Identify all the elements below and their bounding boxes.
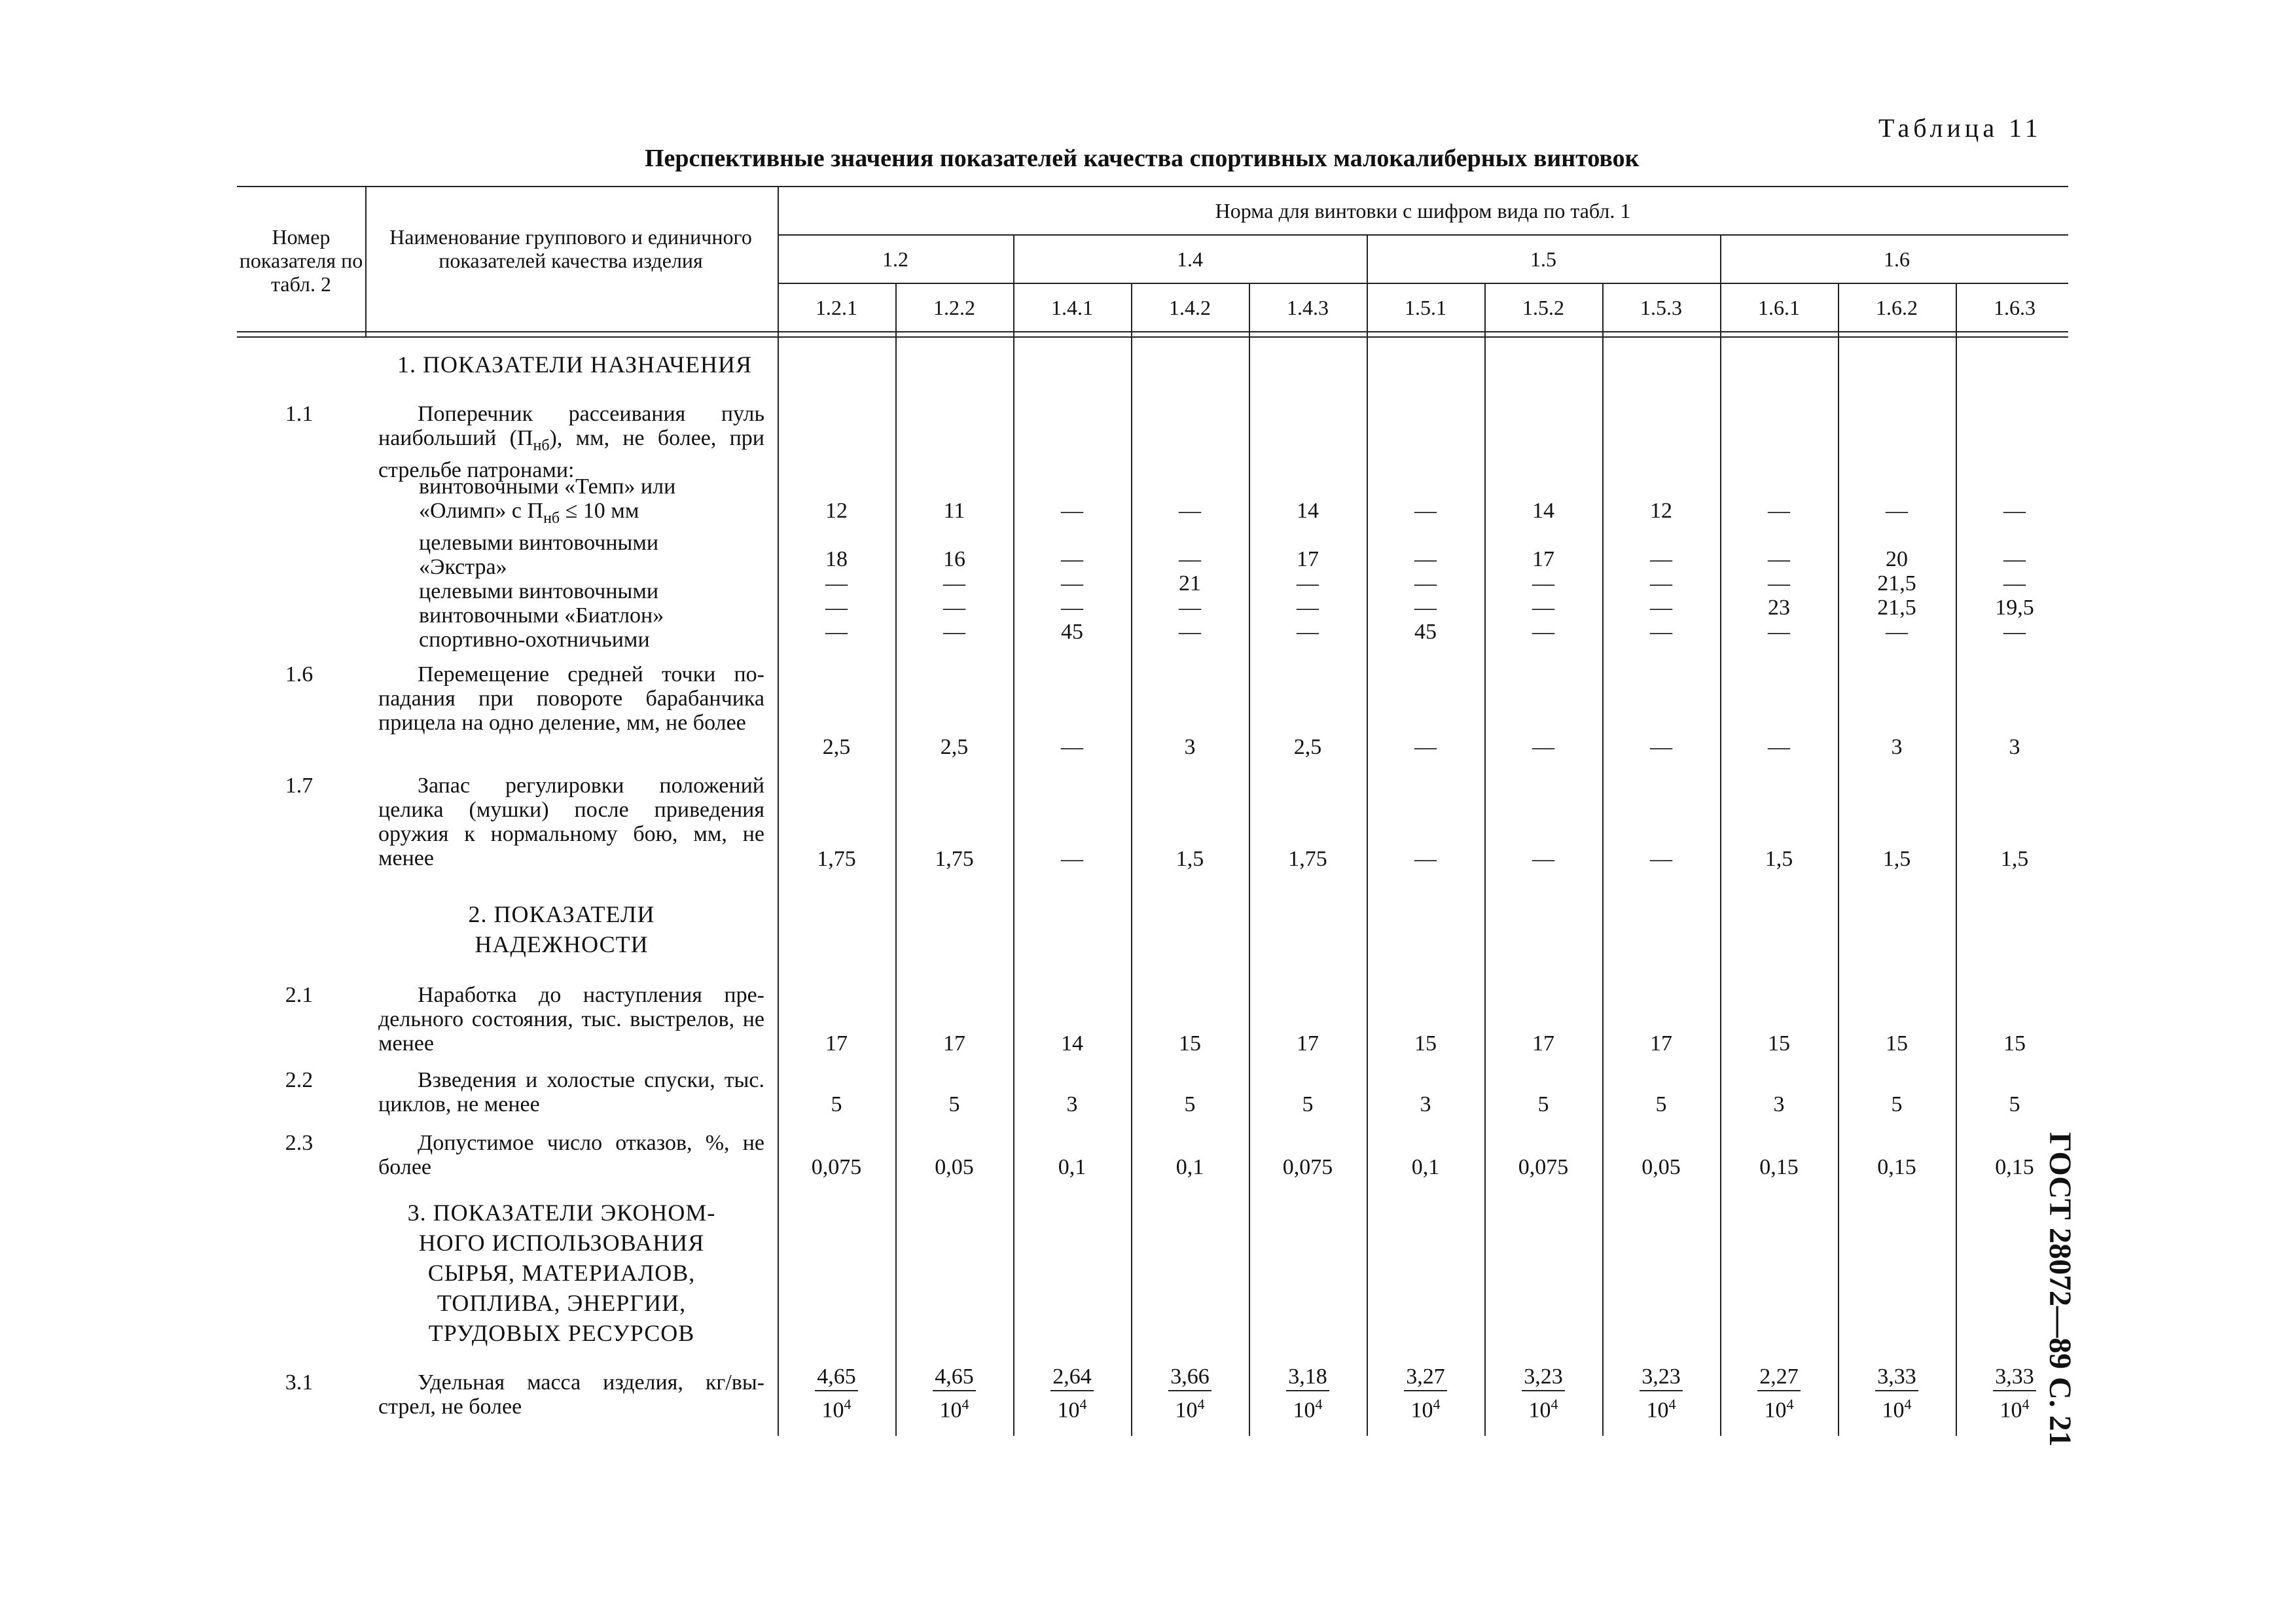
table-cell: 21,5 xyxy=(1877,596,1916,620)
table-cell: — xyxy=(1532,847,1554,871)
table-cell: — xyxy=(1532,571,1554,596)
header-rifle-code: 1.2.1 xyxy=(816,296,857,319)
table-cell: 0,075 xyxy=(811,1155,862,1179)
table-cell: 5 xyxy=(1184,1092,1196,1116)
row-sub-descriptions: винтовочными «Темп» или «Олимп» с $П_{нб} \le 10$ мм целевыми винтовочными «Экстра» целевыми винтовочными винтовочными «Биатлон» спортивно-охотничьими xyxy=(419,474,676,652)
fraction-numerator: 2,64 xyxy=(1050,1364,1094,1391)
table-cell: 1,5 xyxy=(1882,847,1911,871)
fraction-numerator: 3,33 xyxy=(1993,1364,2036,1391)
table-cell: — xyxy=(1650,847,1672,871)
table-cell: — xyxy=(1061,571,1083,596)
fraction-denominator: $10^4$ xyxy=(1882,1396,1912,1423)
table-cell: — xyxy=(1297,596,1319,620)
fraction-denominator: $10^4$ xyxy=(939,1396,969,1423)
table-cell: 3 xyxy=(1773,1092,1785,1116)
table-cell: 14 xyxy=(1532,499,1554,523)
table-cell: 5 xyxy=(1891,1092,1903,1116)
table-cell: — xyxy=(1297,571,1319,596)
row-description: Перемещение средней точки по-падания при повороте барабанчика прицела на одно деление, мм, не более xyxy=(378,662,764,735)
table-cell: 19,5 xyxy=(1995,596,2034,620)
row-number: 2.3 xyxy=(285,1131,314,1155)
table-cell: — xyxy=(943,571,965,596)
fraction-value xyxy=(895,1364,1013,1423)
table-cell: 45 xyxy=(1414,620,1437,644)
table-cell: 1,5 xyxy=(2000,847,2029,871)
table-cell: — xyxy=(1650,547,1672,571)
fraction-value xyxy=(1602,1364,1720,1423)
table-cell: 5 xyxy=(2009,1092,2020,1116)
fraction-numerator: 3,66 xyxy=(1168,1364,1211,1391)
table-cell: — xyxy=(1768,735,1790,759)
table-cell: — xyxy=(1532,620,1554,644)
header-rule-norm xyxy=(778,234,2068,236)
fraction-denominator: $10^4$ xyxy=(1293,1396,1323,1423)
header-bottom-rule-1 xyxy=(237,331,2068,332)
table-cell: 15 xyxy=(1179,1031,1201,1056)
table-cell: 0,075 xyxy=(1282,1155,1333,1179)
table-cell: 1,75 xyxy=(1288,847,1327,871)
table-cell: 18 xyxy=(825,547,848,571)
table-cell: 1,5 xyxy=(1765,847,1793,871)
table-cell: 3 xyxy=(1891,735,1903,759)
header-rifle-code: 1.6.3 xyxy=(1994,296,2036,319)
col-divider-1 xyxy=(365,186,367,338)
fraction-numerator: 3,18 xyxy=(1286,1364,1329,1391)
row-description: Взведения и холостые спуски, тыс. циклов, не менее xyxy=(378,1068,764,1116)
header-col-name: Наименование группового и единичного показателей качества изделия xyxy=(389,225,752,272)
col-divider xyxy=(1720,234,1721,1436)
table-cell: — xyxy=(825,596,848,620)
fraction-numerator: 3,23 xyxy=(1640,1364,1683,1391)
fraction-denominator: $10^4$ xyxy=(821,1396,852,1423)
fraction-value xyxy=(778,1364,895,1423)
fraction-numerator: 4,65 xyxy=(815,1364,858,1391)
table-cell: 17 xyxy=(1532,1031,1554,1056)
table-cell: — xyxy=(1768,571,1790,596)
row-number: 2.2 xyxy=(285,1068,314,1092)
table-cell: 0,15 xyxy=(1877,1155,1916,1179)
table-cell: 0,1 xyxy=(1058,1155,1086,1179)
table-cell: 1,5 xyxy=(1175,847,1204,871)
header-col-number: Номер показателя по табл. 2 xyxy=(239,225,363,296)
table-cell: 12 xyxy=(825,499,848,523)
row-number: 2.1 xyxy=(285,983,314,1007)
table-cell: — xyxy=(2003,620,2026,644)
header-bottom-rule-2 xyxy=(237,336,2068,338)
table-cell: 3 xyxy=(1420,1092,1431,1116)
table-cell: — xyxy=(1297,620,1319,644)
data-table xyxy=(237,186,2068,1436)
fraction-value xyxy=(1249,1364,1367,1423)
gost-page-label: ГОСТ 28072—89 С. 21 xyxy=(2043,1132,2077,1447)
table-cell: — xyxy=(1414,547,1437,571)
table-cell: — xyxy=(1061,499,1083,523)
table-cell: 2,5 xyxy=(940,735,969,759)
table-cell: — xyxy=(1414,596,1437,620)
table-top-rule xyxy=(237,186,2068,187)
table-number-label: Таблица 11 xyxy=(1878,113,2042,143)
row-description: Запас регулировки положений целика (мушки) после приведения оружия к нормальному бою, мм, не менее xyxy=(378,774,764,870)
table-cell: — xyxy=(1650,735,1672,759)
table-cell: 2,5 xyxy=(1293,735,1322,759)
table-cell: — xyxy=(1414,571,1437,596)
table-cell: 0,15 xyxy=(1995,1155,2034,1179)
table-cell: 15 xyxy=(1768,1031,1790,1056)
section-heading-3: 3. ПОКАЗАТЕЛИ ЭКОНОМ-НОГО ИСПОЛЬЗОВАНИЯ СЫРЬЯ, МАТЕРИАЛОВ, ТОПЛИВА, ЭНЕРГИИ, ТРУДОВЫХ РЕСУРСОВ xyxy=(407,1200,716,1346)
table-cell: — xyxy=(1179,596,1201,620)
fraction-denominator: $10^4$ xyxy=(1646,1396,1676,1423)
table-cell: — xyxy=(1768,547,1790,571)
table-cell: — xyxy=(2003,547,2026,571)
row-description: Наработка до наступления пре-дельного состояния, тыс. выстрелов, не менее xyxy=(378,983,764,1056)
row-description: Допустимое число отказов, %, не более xyxy=(378,1131,764,1179)
fraction-denominator: $10^4$ xyxy=(1175,1396,1205,1423)
table-cell: 20 xyxy=(1886,547,1908,571)
fraction-value xyxy=(1131,1364,1249,1423)
table-cell: 5 xyxy=(1655,1092,1667,1116)
header-rifle-code: 1.6.2 xyxy=(1876,296,1918,319)
table-cell: — xyxy=(825,571,848,596)
fraction-value xyxy=(1367,1364,1484,1423)
table-cell: — xyxy=(1886,620,1908,644)
col-divider xyxy=(1013,234,1014,1436)
row-number: 1.6 xyxy=(285,662,314,687)
row-number: 3.1 xyxy=(285,1370,314,1395)
col-divider xyxy=(1367,234,1368,1436)
table-cell: 3 xyxy=(1184,735,1196,759)
table-cell: 14 xyxy=(1061,1031,1083,1056)
table-cell: 3 xyxy=(1066,1092,1078,1116)
header-rifle-code: 1.5.2 xyxy=(1522,296,1564,319)
fraction-value xyxy=(1720,1364,1838,1423)
header-group-code: 1.2 xyxy=(882,247,908,271)
fraction-denominator: $10^4$ xyxy=(1528,1396,1558,1423)
table-cell: 17 xyxy=(1297,1031,1319,1056)
table-cell: — xyxy=(2003,499,2026,523)
table-cell: — xyxy=(825,620,848,644)
table-cell: 0,075 xyxy=(1518,1155,1569,1179)
fraction-value xyxy=(1013,1364,1131,1423)
table-cell: — xyxy=(1768,499,1790,523)
table-cell: 21,5 xyxy=(1877,571,1916,596)
row-description: Поперечник рассеивания пуль наибольший $(П_{нб})$, мм, не более, при стрельбе патронами: xyxy=(378,402,764,482)
table-cell: — xyxy=(1179,499,1201,523)
table-cell: — xyxy=(1650,596,1672,620)
table-cell: — xyxy=(1650,620,1672,644)
table-cell: 17 xyxy=(1650,1031,1672,1056)
table-cell: 5 xyxy=(1302,1092,1314,1116)
fraction-numerator: 3,27 xyxy=(1404,1364,1447,1391)
table-cell: — xyxy=(2003,571,2026,596)
fraction-value xyxy=(1838,1364,1956,1423)
table-cell: 15 xyxy=(2003,1031,2026,1056)
header-rifle-code: 1.2.2 xyxy=(933,296,975,319)
header-rifle-code: 1.5.1 xyxy=(1405,296,1446,319)
table-cell: 17 xyxy=(943,1031,965,1056)
fraction-numerator: 2,27 xyxy=(1757,1364,1801,1391)
table-cell: 16 xyxy=(943,547,965,571)
table-cell: — xyxy=(1061,596,1083,620)
table-cell: 0,05 xyxy=(935,1155,974,1179)
table-cell: 5 xyxy=(948,1092,960,1116)
header-rifle-code: 1.4.3 xyxy=(1287,296,1329,319)
header-rifle-code: 1.4.1 xyxy=(1051,296,1093,319)
table-cell: 0,05 xyxy=(1641,1155,1681,1179)
table-cell: — xyxy=(1061,735,1083,759)
header-rifle-code: 1.6.1 xyxy=(1758,296,1800,319)
table-cell: 45 xyxy=(1061,620,1083,644)
header-norm: Норма для винтовки с шифром вида по табл. 1 xyxy=(1215,199,1631,223)
table-cell: 17 xyxy=(825,1031,848,1056)
fraction-denominator: $10^4$ xyxy=(2000,1396,2030,1423)
header-rule-groups xyxy=(778,283,2068,284)
fraction-numerator: 3,33 xyxy=(1875,1364,1918,1391)
table-cell: — xyxy=(1650,571,1672,596)
table-cell: 11 xyxy=(943,499,965,523)
table-cell: — xyxy=(1414,735,1437,759)
table-cell: 21 xyxy=(1179,571,1201,596)
table-cell: 2,5 xyxy=(822,735,851,759)
fraction-numerator: 4,65 xyxy=(933,1364,976,1391)
table-cell: 12 xyxy=(1650,499,1672,523)
table-cell: 3 xyxy=(2009,735,2020,759)
col-divider-2 xyxy=(778,186,779,1436)
table-cell: 15 xyxy=(1414,1031,1437,1056)
table-cell: — xyxy=(1414,499,1437,523)
table-cell: — xyxy=(943,596,965,620)
table-cell: 17 xyxy=(1297,547,1319,571)
header-group-code: 1.5 xyxy=(1530,247,1556,271)
table-cell: 23 xyxy=(1768,596,1790,620)
header-group-code: 1.6 xyxy=(1884,247,1910,271)
table-cell: — xyxy=(1061,547,1083,571)
table-cell: 17 xyxy=(1532,547,1554,571)
table-cell: — xyxy=(1414,847,1437,871)
table-title: Перспективные значения показателей качества спортивных малокалиберных винтовок xyxy=(645,145,1640,172)
table-cell: 0,1 xyxy=(1411,1155,1440,1179)
table-cell: — xyxy=(1532,596,1554,620)
fraction-numerator: 3,23 xyxy=(1522,1364,1565,1391)
fraction-value xyxy=(1484,1364,1602,1423)
table-cell: — xyxy=(1061,847,1083,871)
section-heading-1: 1. ПОКАЗАТЕЛИ НАЗНАЧЕНИЯ xyxy=(397,351,752,378)
header-rifle-code: 1.5.3 xyxy=(1640,296,1682,319)
table-cell: 15 xyxy=(1886,1031,1908,1056)
table-cell: 5 xyxy=(831,1092,842,1116)
row-number: 1.1 xyxy=(285,402,314,426)
table-cell: — xyxy=(1886,499,1908,523)
table-cell: — xyxy=(1768,620,1790,644)
fraction-denominator: $10^4$ xyxy=(1764,1396,1794,1423)
table-cell: — xyxy=(1179,620,1201,644)
header-group-code: 1.4 xyxy=(1177,247,1203,271)
table-cell: — xyxy=(943,620,965,644)
fraction-value xyxy=(1956,1364,2073,1423)
row-number: 1.7 xyxy=(285,774,314,798)
table-cell: 0,1 xyxy=(1175,1155,1204,1179)
fraction-denominator: $10^4$ xyxy=(1057,1396,1087,1423)
table-cell: 5 xyxy=(1537,1092,1549,1116)
table-cell: 14 xyxy=(1297,499,1319,523)
table-cell: — xyxy=(1532,735,1554,759)
fraction-denominator: $10^4$ xyxy=(1410,1396,1441,1423)
table-cell: 1,75 xyxy=(935,847,974,871)
table-cell: 1,75 xyxy=(817,847,856,871)
row-description: Удельная масса изделия, кг/вы-стрел, не более xyxy=(378,1370,764,1419)
table-cell: 0,15 xyxy=(1759,1155,1799,1179)
table-cell: — xyxy=(1179,547,1201,571)
header-rifle-code: 1.4.2 xyxy=(1169,296,1211,319)
section-heading-2: 2. ПОКАЗАТЕЛИ НАДЕЖНОСТИ xyxy=(468,901,655,957)
